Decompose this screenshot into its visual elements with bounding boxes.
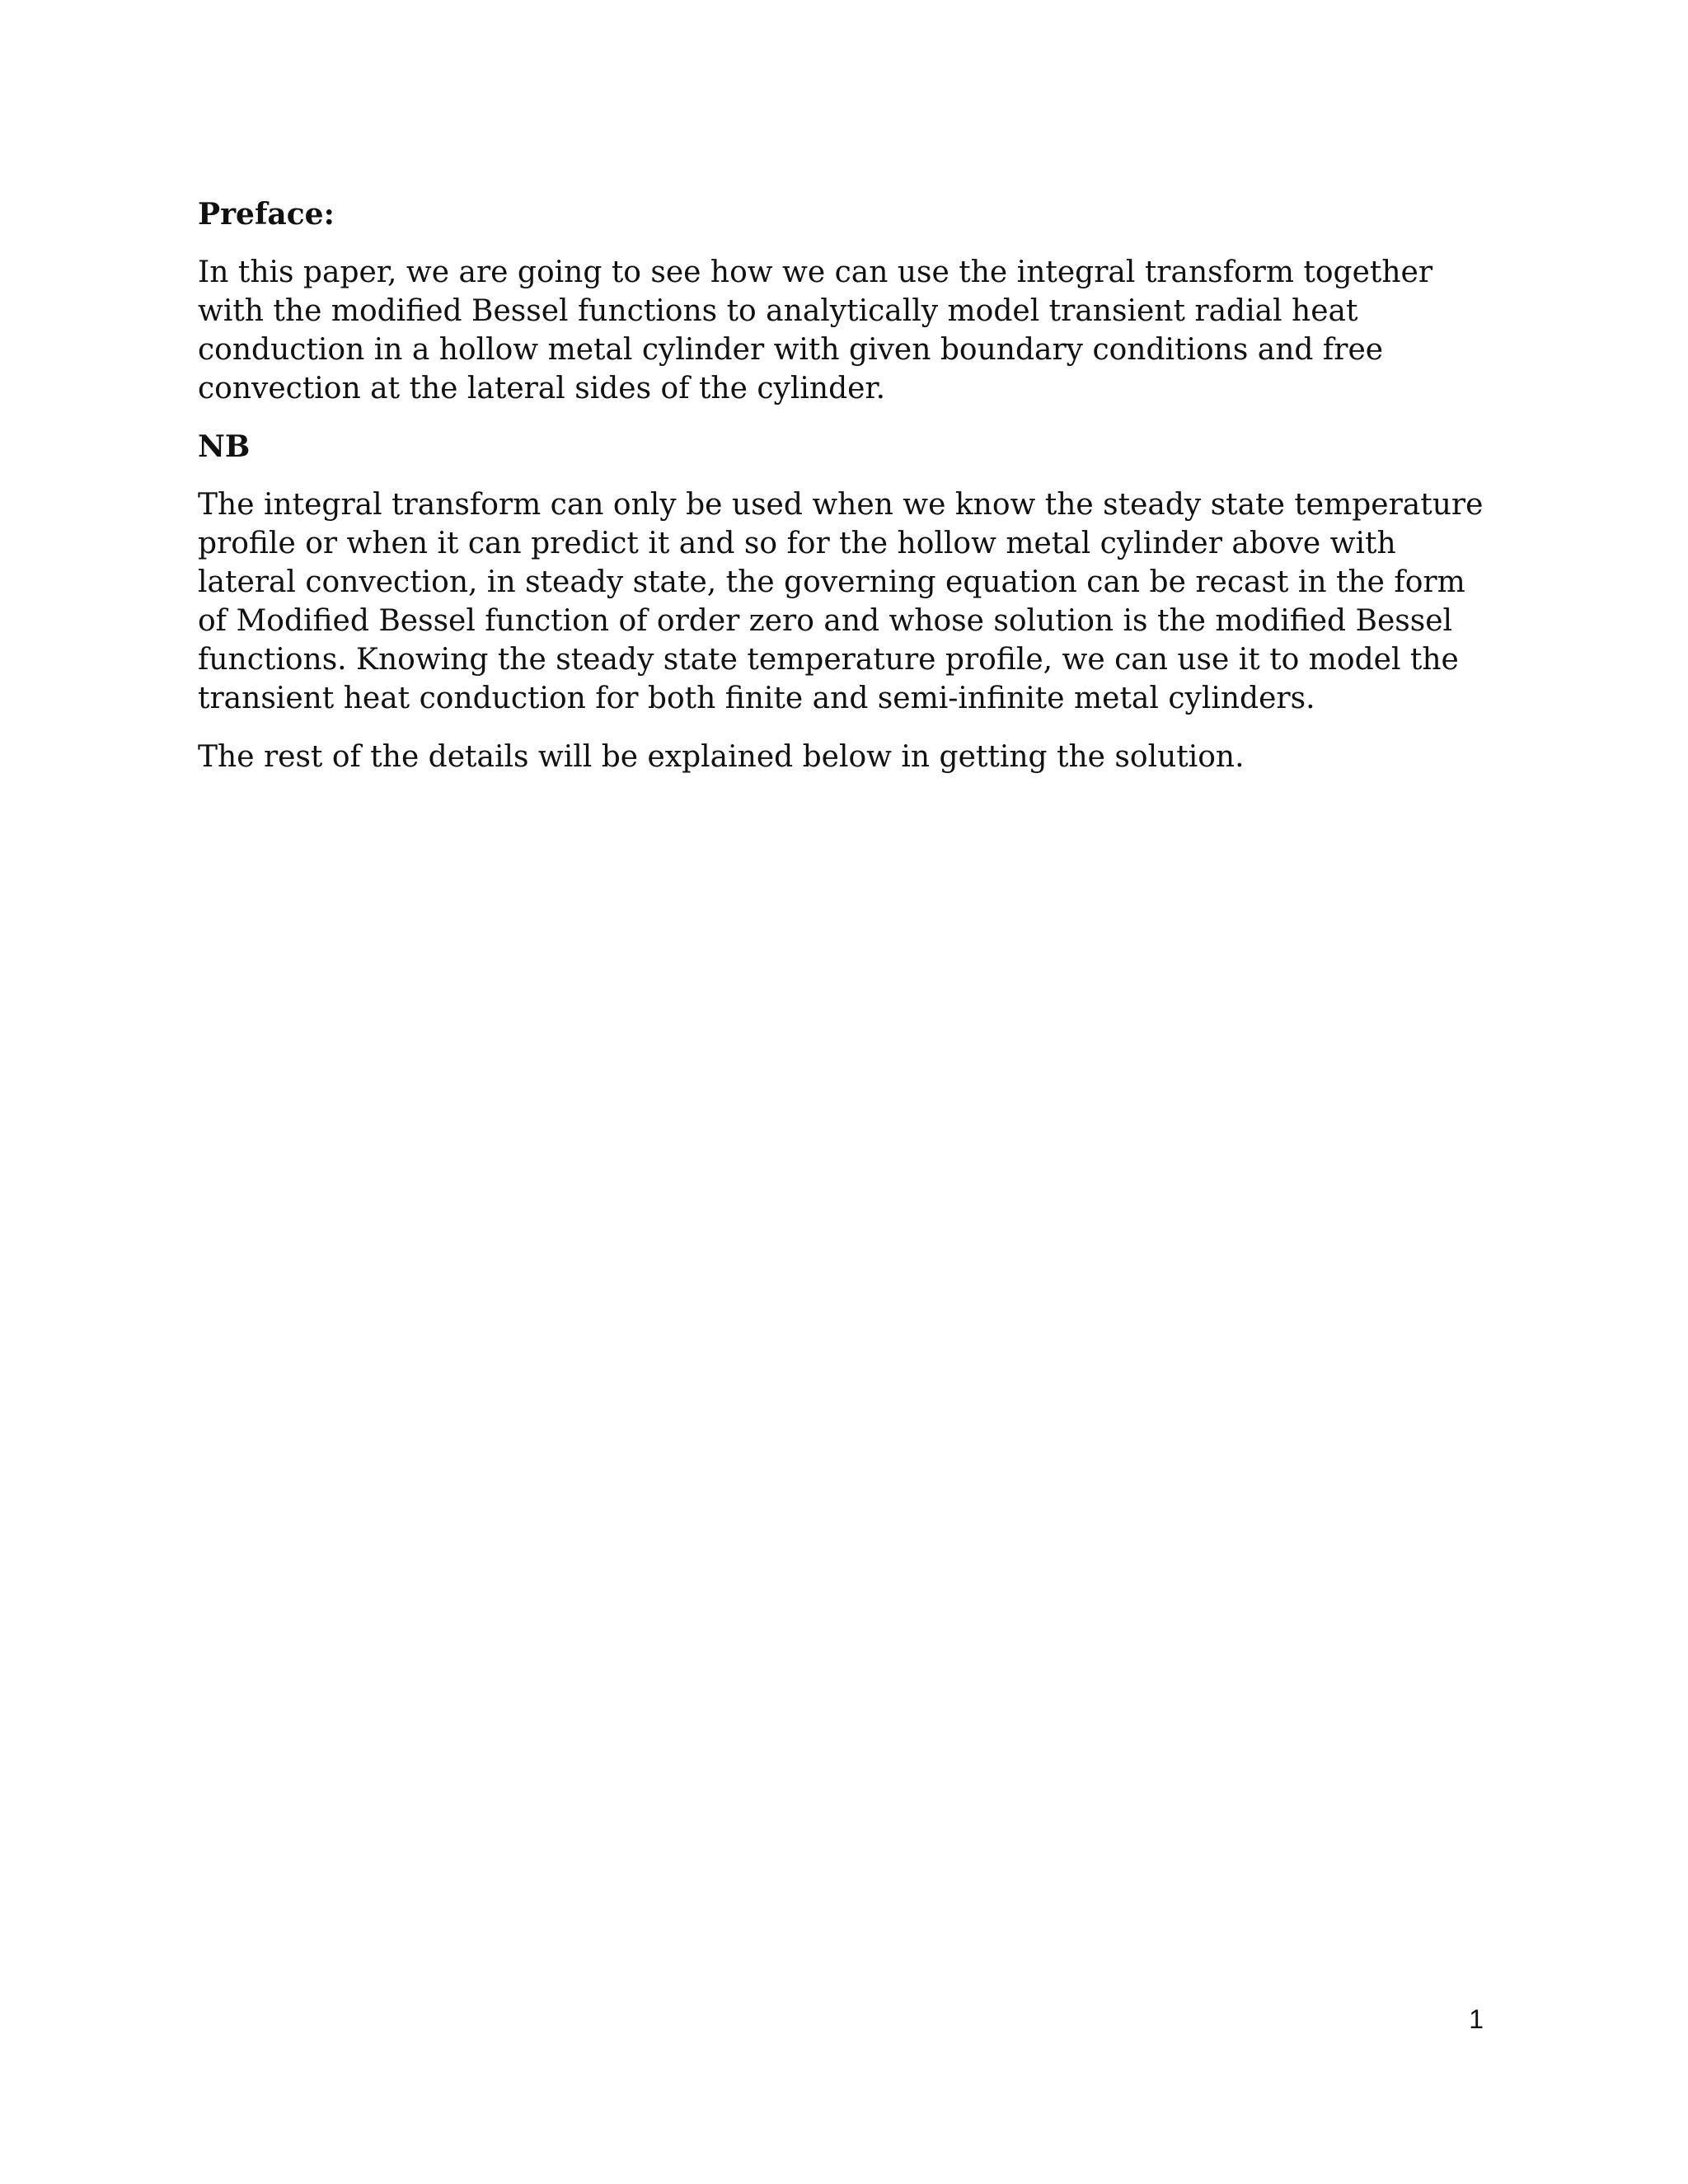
closing-paragraph: The rest of the details will be explained below in getting the solution.: [198, 740, 1245, 774]
preface-paragraph: In this paper, we are going to see how we can use the integral transform together with the modified Bessel functions to analytically model transient radial heat conduction in a hollow metal cylinder with given boundary conditions and free convection at the lateral sides of the cylinder.: [198, 255, 1433, 405]
page-body: [198, 195, 1484, 796]
preface-heading: Preface:: [198, 197, 335, 232]
nb-heading: NB: [198, 429, 251, 464]
page-number: 1: [1469, 2004, 1484, 2034]
nb-paragraph: The integral transform can only be used when we know the steady state temperature profile or when it can predict it and so for the hollow metal cylinder above with lateral convection, in steady state, the governing equation can be recast in the form of Modified Bessel function of order zero and whose solution is the modified Bessel functions. Knowing the steady state temperature profile, we can use it to model the transient heat conduction for both finite and semi-infinite metal cylinders.: [198, 488, 1484, 715]
